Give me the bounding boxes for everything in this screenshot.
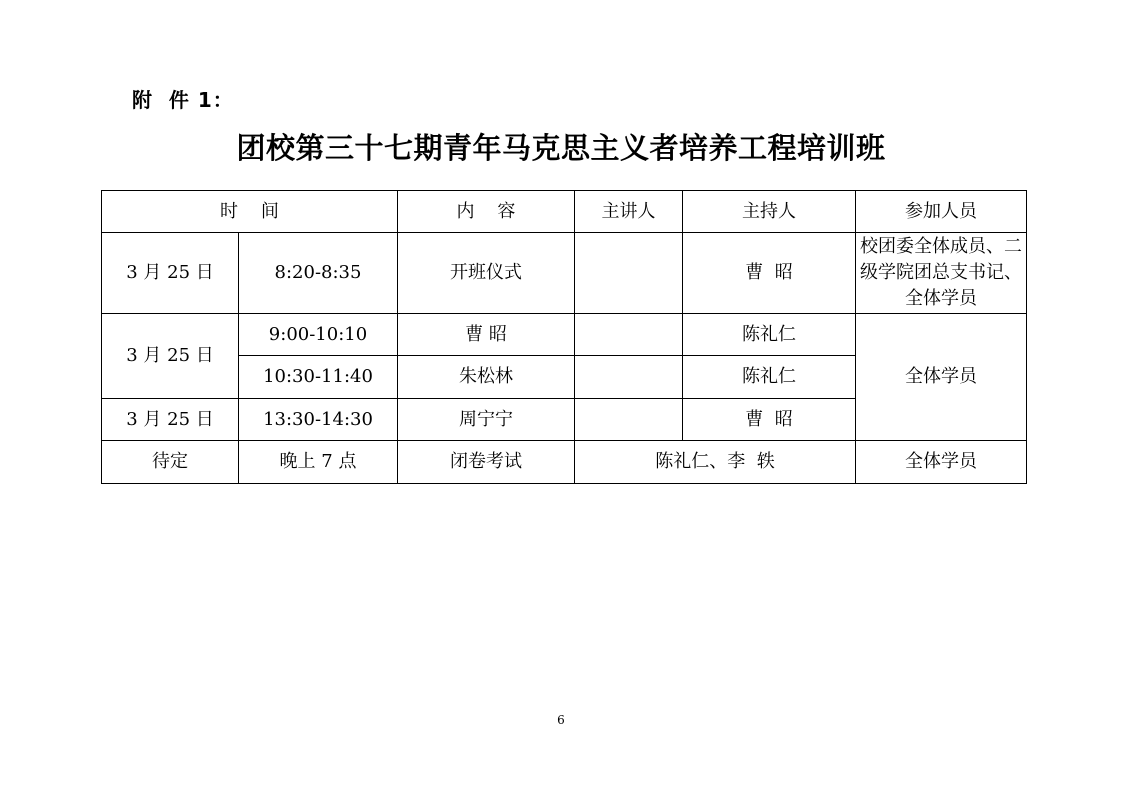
- row-participants: 全体学员: [856, 441, 1027, 484]
- table-row: [102, 441, 1027, 484]
- row-lecturer: [575, 233, 683, 314]
- row-time: 10:30-11:40: [239, 356, 398, 399]
- header-content: 内 容: [398, 191, 575, 233]
- row-time: 9:00-10:10: [239, 314, 398, 356]
- row-lecturer: [575, 356, 683, 399]
- row-time: 13:30-14:30: [239, 399, 398, 441]
- row-date: 3 月 25 日: [102, 314, 239, 399]
- row-lecturer-host: 陈礼仁、李 轶: [575, 441, 856, 484]
- row-host: 陈礼仁: [683, 314, 856, 356]
- row-content: 开班仪式: [398, 233, 575, 314]
- row-content: 朱松林: [398, 356, 575, 399]
- row-date: 3 月 25 日: [102, 233, 239, 314]
- row-participants: 校团委全体成员、二级学院团总支书记、全体学员: [856, 233, 1027, 314]
- header-participants: 参加人员: [856, 191, 1027, 233]
- table-row: [102, 233, 1027, 314]
- row-content: 闭卷考试: [398, 441, 575, 484]
- page-number: 6: [557, 713, 565, 727]
- row-lecturer: [575, 399, 683, 441]
- row-host: 曹 昭: [683, 233, 856, 314]
- row-time: 8:20-8:35: [239, 233, 398, 314]
- table-header-row: [102, 191, 1027, 233]
- row-participants: 全体学员: [856, 314, 1027, 441]
- document-title: 团校第三十七期青年马克思主义者培养工程培训班: [236, 131, 886, 165]
- row-time: 晚上 7 点: [239, 441, 398, 484]
- row-host: 曹 昭: [683, 399, 856, 441]
- row-host: 陈礼仁: [683, 356, 856, 399]
- table-row: [102, 314, 1027, 356]
- attachment-label: 附 件 1：: [132, 88, 234, 112]
- row-date: 待定: [102, 441, 239, 484]
- row-lecturer: [575, 314, 683, 356]
- row-date: 3 月 25 日: [102, 399, 239, 441]
- row-content: 曹 昭: [398, 314, 575, 356]
- header-lecturer: 主讲人: [575, 191, 683, 233]
- header-host: 主持人: [683, 191, 856, 233]
- header-time: 时 间: [102, 191, 398, 233]
- row-content: 周宁宁: [398, 399, 575, 441]
- schedule-table: [101, 190, 1027, 484]
